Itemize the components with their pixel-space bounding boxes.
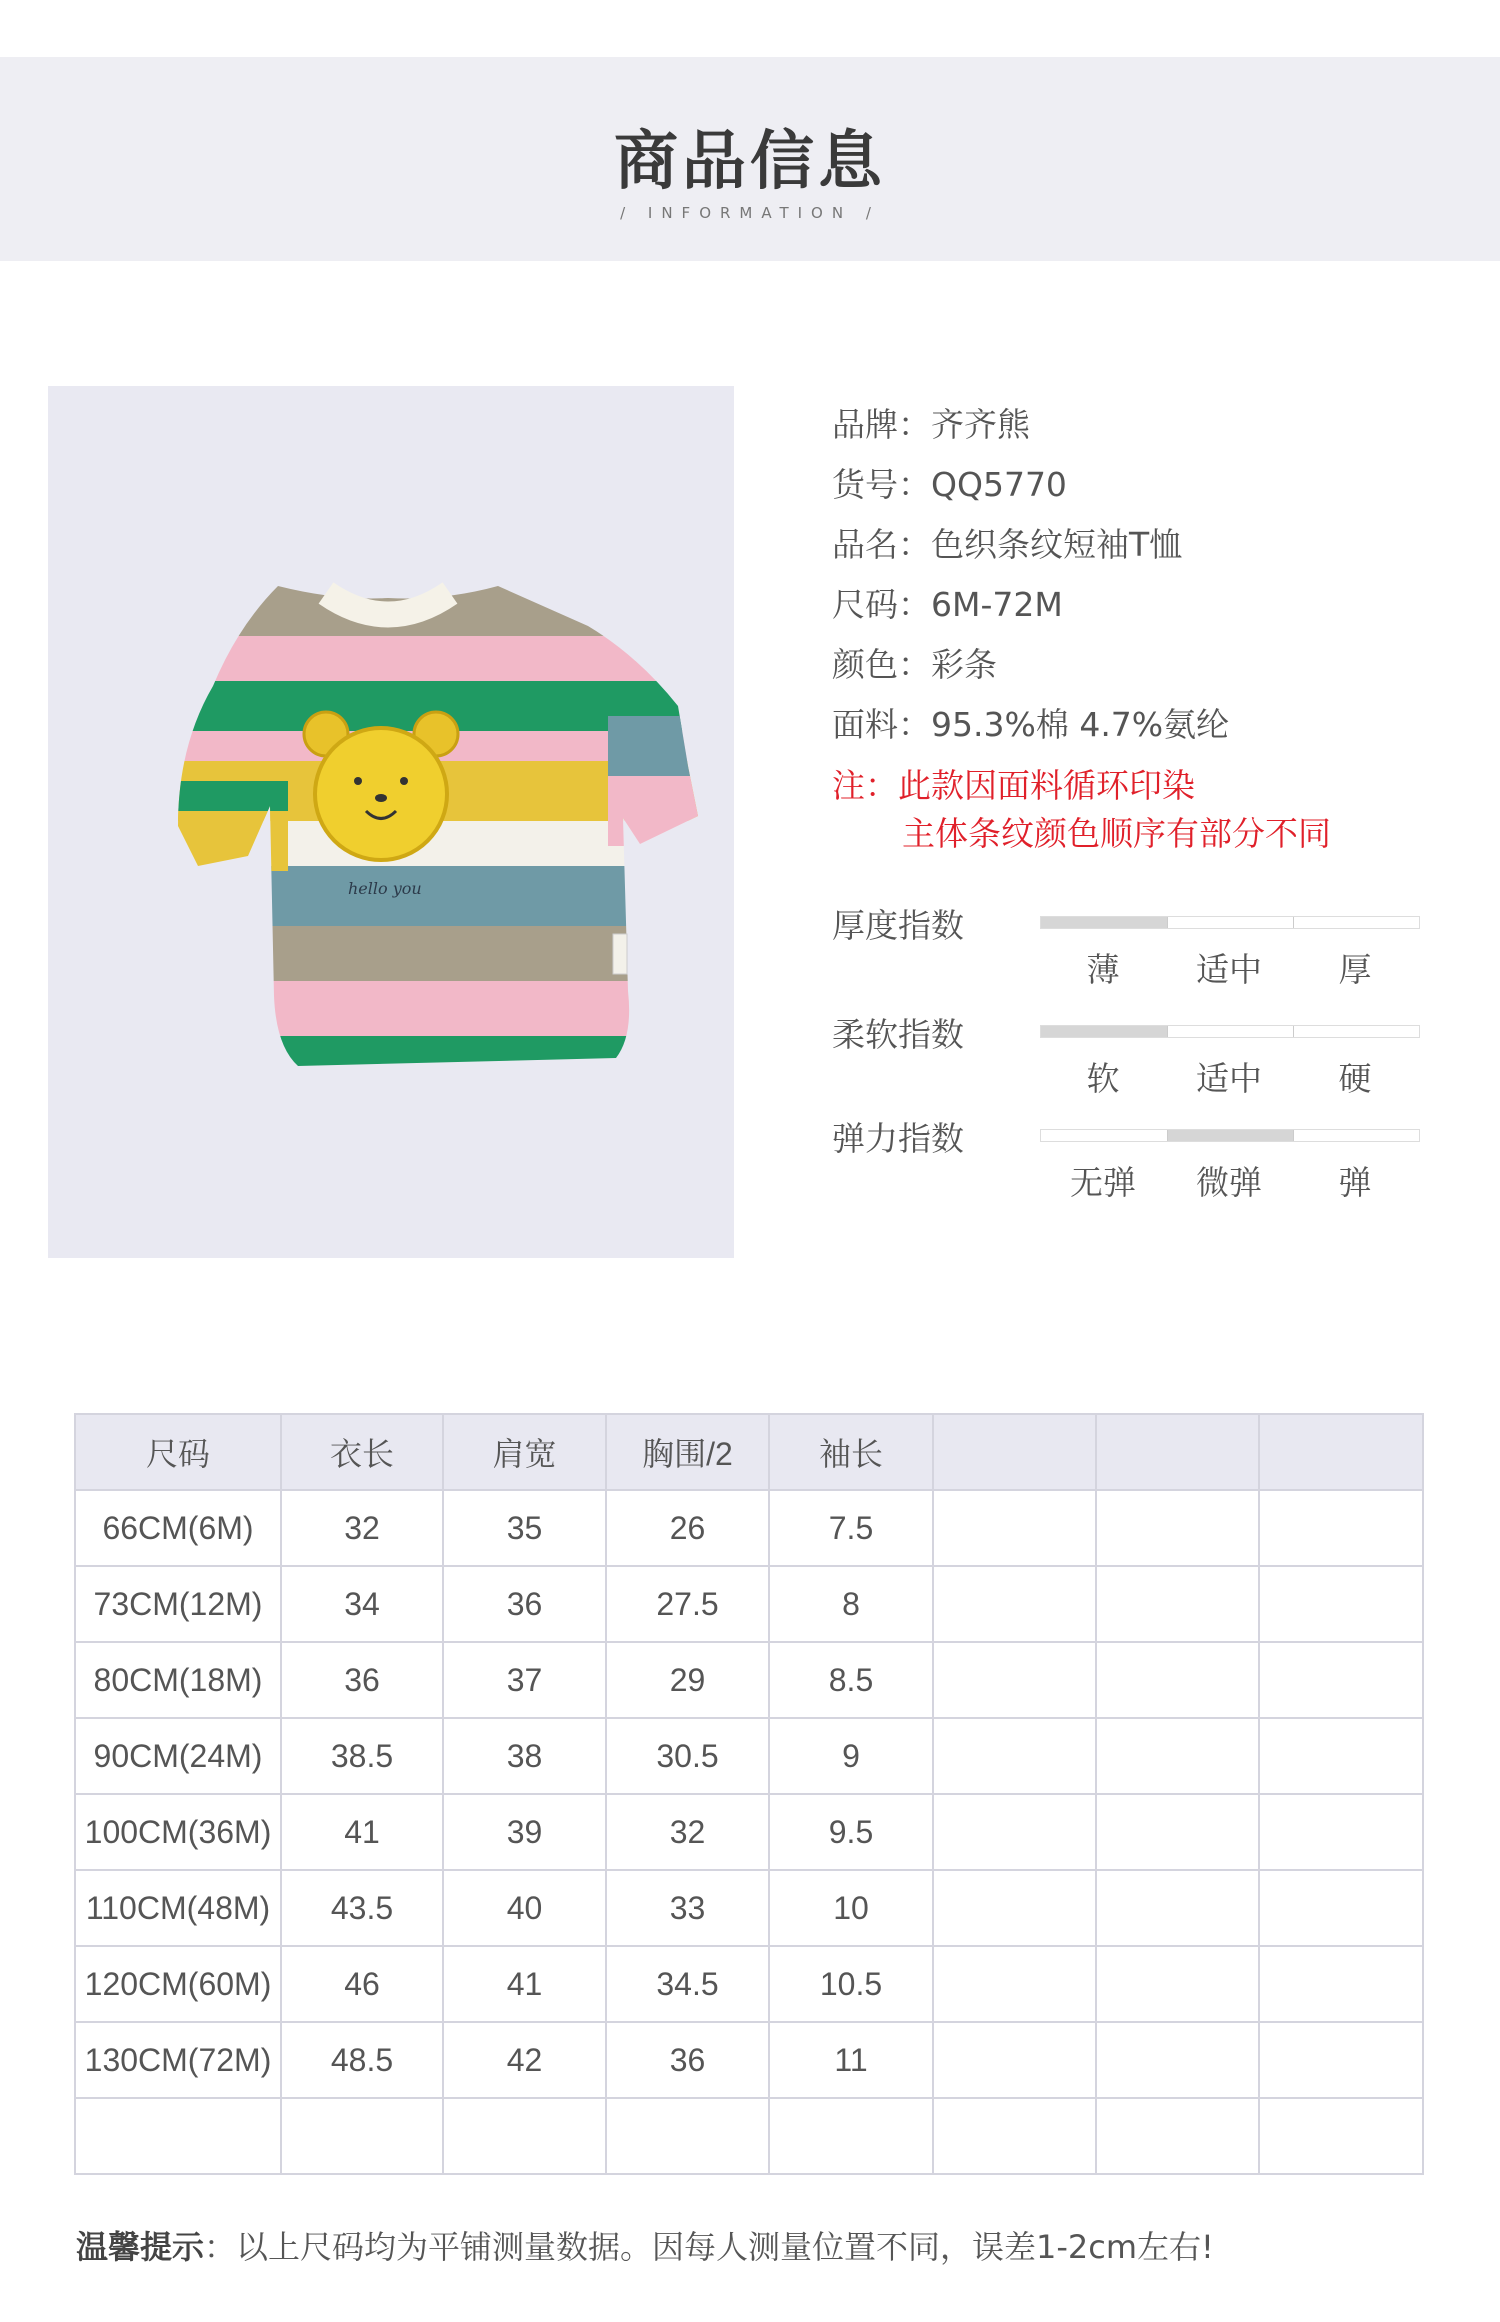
table-cell [1259, 1870, 1423, 1946]
table-cell [1096, 1870, 1259, 1946]
page-subtitle: / INFORMATION / [620, 204, 880, 222]
table-cell: 80CM(18M) [75, 1642, 281, 1718]
table-cell: 26 [606, 1490, 769, 1566]
index-option: 无弹 [1070, 1163, 1136, 1202]
table-header-cell: 胸围/2 [606, 1414, 769, 1490]
index-selected-segment [1041, 1026, 1167, 1037]
page-title: 商品信息 [614, 125, 886, 199]
table-cell: 36 [606, 2022, 769, 2098]
thickness-index [832, 900, 1452, 1000]
table-cell [933, 1794, 1096, 1870]
table-cell: 10.5 [769, 1946, 933, 2022]
table-cell [933, 1490, 1096, 1566]
table-cell [1259, 1794, 1423, 1870]
table-cell: 8.5 [769, 1642, 933, 1718]
table-cell: 46 [281, 1946, 443, 2022]
elasticity-index [832, 1113, 1452, 1213]
index-option: 适中 [1196, 950, 1262, 989]
table-cell: 38 [443, 1718, 606, 1794]
index-label: 厚度指数 [832, 906, 964, 945]
product-info [832, 402, 1452, 858]
index-option: 厚 [1338, 950, 1372, 989]
index-option: 软 [1086, 1059, 1120, 1098]
table-cell [75, 2098, 281, 2174]
table-cell [1259, 1718, 1423, 1794]
tip-label: 温馨提示 [76, 2228, 205, 2266]
table-header-cell: 尺码 [75, 1414, 281, 1490]
table-cell: 66CM(6M) [75, 1490, 281, 1566]
index-selected-segment [1041, 917, 1167, 928]
table-row [75, 1718, 1423, 1794]
table-cell [933, 1718, 1096, 1794]
index-option: 微弹 [1196, 1163, 1262, 1202]
info-fabric: 面料：95.3%棉 4.7%氨纶 [832, 705, 1230, 744]
table-cell: 32 [606, 1794, 769, 1870]
table-cell [1259, 1642, 1423, 1718]
index-tick [1293, 917, 1294, 928]
table-cell: 43.5 [281, 1870, 443, 1946]
table-cell: 35 [443, 1490, 606, 1566]
index-option: 硬 [1338, 1059, 1372, 1098]
index-selected-segment [1167, 1130, 1293, 1141]
note-line-2: 主体条纹颜色顺序有部分不同 [902, 814, 1331, 853]
index-option: 薄 [1086, 950, 1120, 989]
table-cell [933, 1642, 1096, 1718]
table-row [75, 1642, 1423, 1718]
table-cell: 36 [281, 1642, 443, 1718]
table-header-row [75, 1414, 1423, 1490]
table-row [75, 1794, 1423, 1870]
table-row [75, 2098, 1423, 2174]
note-line-1: 注：此款因面料循环印染 [832, 766, 1195, 805]
table-cell [281, 2098, 443, 2174]
table-cell [1259, 2098, 1423, 2174]
table-cell [933, 2098, 1096, 2174]
index-option: 弹 [1338, 1163, 1372, 1202]
info-brand: 品牌：齐齐熊 [832, 405, 1030, 444]
table-cell: 10 [769, 1870, 933, 1946]
table-cell: 33 [606, 1870, 769, 1946]
table-cell: 110CM(48M) [75, 1870, 281, 1946]
index-track [1040, 1025, 1420, 1038]
table-cell [933, 1870, 1096, 1946]
table-header-cell [933, 1414, 1096, 1490]
table-cell [1096, 2022, 1259, 2098]
index-tick [1167, 1026, 1168, 1037]
index-track [1040, 1129, 1420, 1142]
table-cell: 30.5 [606, 1718, 769, 1794]
table-cell: 34 [281, 1566, 443, 1642]
table-row [75, 1870, 1423, 1946]
table-cell [1096, 1946, 1259, 2022]
size-table [74, 1413, 1424, 2175]
table-cell [606, 2098, 769, 2174]
index-tick [1293, 1026, 1294, 1037]
table-cell [1259, 1946, 1423, 2022]
table-header-cell: 肩宽 [443, 1414, 606, 1490]
table-cell: 29 [606, 1642, 769, 1718]
table-cell: 120CM(60M) [75, 1946, 281, 2022]
table-cell: 39 [443, 1794, 606, 1870]
info-color: 颜色：彩条 [832, 645, 997, 684]
table-cell: 41 [443, 1946, 606, 2022]
table-cell: 41 [281, 1794, 443, 1870]
table-cell [1096, 1566, 1259, 1642]
size-tip [76, 2222, 1214, 2268]
table-cell: 27.5 [606, 1566, 769, 1642]
index-label: 柔软指数 [832, 1015, 964, 1054]
table-row [75, 2022, 1423, 2098]
table-cell: 90CM(24M) [75, 1718, 281, 1794]
table-cell [1096, 1490, 1259, 1566]
table-row [75, 1566, 1423, 1642]
table-cell [933, 2022, 1096, 2098]
table-cell: 100CM(36M) [75, 1794, 281, 1870]
table-cell [1096, 1718, 1259, 1794]
table-cell [1259, 1566, 1423, 1642]
tip-text: ：以上尺码均为平铺测量数据。因每人测量位置不同，误差1-2cm左右! [204, 2228, 1214, 2266]
table-cell: 36 [443, 1566, 606, 1642]
table-header-cell: 衣长 [281, 1414, 443, 1490]
index-tick [1167, 1130, 1168, 1141]
info-item-no: 货号：QQ5770 [832, 465, 1067, 504]
index-track [1040, 916, 1420, 929]
table-header-cell: 袖长 [769, 1414, 933, 1490]
table-cell [933, 1566, 1096, 1642]
table-header-cell [1259, 1414, 1423, 1490]
info-note [832, 762, 1452, 858]
hem-tag [613, 934, 627, 974]
table-cell: 130CM(72M) [75, 2022, 281, 2098]
index-tick [1167, 917, 1168, 928]
table-cell [1096, 1794, 1259, 1870]
table-cell: 48.5 [281, 2022, 443, 2098]
index-label: 弹力指数 [832, 1119, 964, 1158]
table-row [75, 1490, 1423, 1566]
info-size: 尺码：6M-72M [832, 585, 1063, 624]
table-cell [1259, 2022, 1423, 2098]
table-cell [933, 1946, 1096, 2022]
table-cell: 73CM(12M) [75, 1566, 281, 1642]
table-header-cell [1096, 1414, 1259, 1490]
table-cell: 40 [443, 1870, 606, 1946]
table-cell [1096, 1642, 1259, 1718]
table-cell: 34.5 [606, 1946, 769, 2022]
table-cell: 38.5 [281, 1718, 443, 1794]
table-row [75, 1946, 1423, 2022]
index-option: 适中 [1196, 1059, 1262, 1098]
table-cell: 9 [769, 1718, 933, 1794]
table-cell [1096, 2098, 1259, 2174]
table-cell: 9.5 [769, 1794, 933, 1870]
table-cell: 37 [443, 1642, 606, 1718]
info-name: 品名：色织条纹短袖T恤 [832, 525, 1183, 564]
table-cell [769, 2098, 933, 2174]
table-cell [443, 2098, 606, 2174]
index-tick [1293, 1130, 1294, 1141]
tshirt-illustration [48, 386, 734, 1258]
softness-index [832, 1009, 1452, 1109]
table-cell [1259, 1490, 1423, 1566]
table-cell: 7.5 [769, 1490, 933, 1566]
shirt-print-text: hello you [348, 879, 422, 898]
table-cell: 42 [443, 2022, 606, 2098]
product-photo [48, 386, 734, 1258]
table-cell: 8 [769, 1566, 933, 1642]
table-cell: 32 [281, 1490, 443, 1566]
table-cell: 11 [769, 2022, 933, 2098]
